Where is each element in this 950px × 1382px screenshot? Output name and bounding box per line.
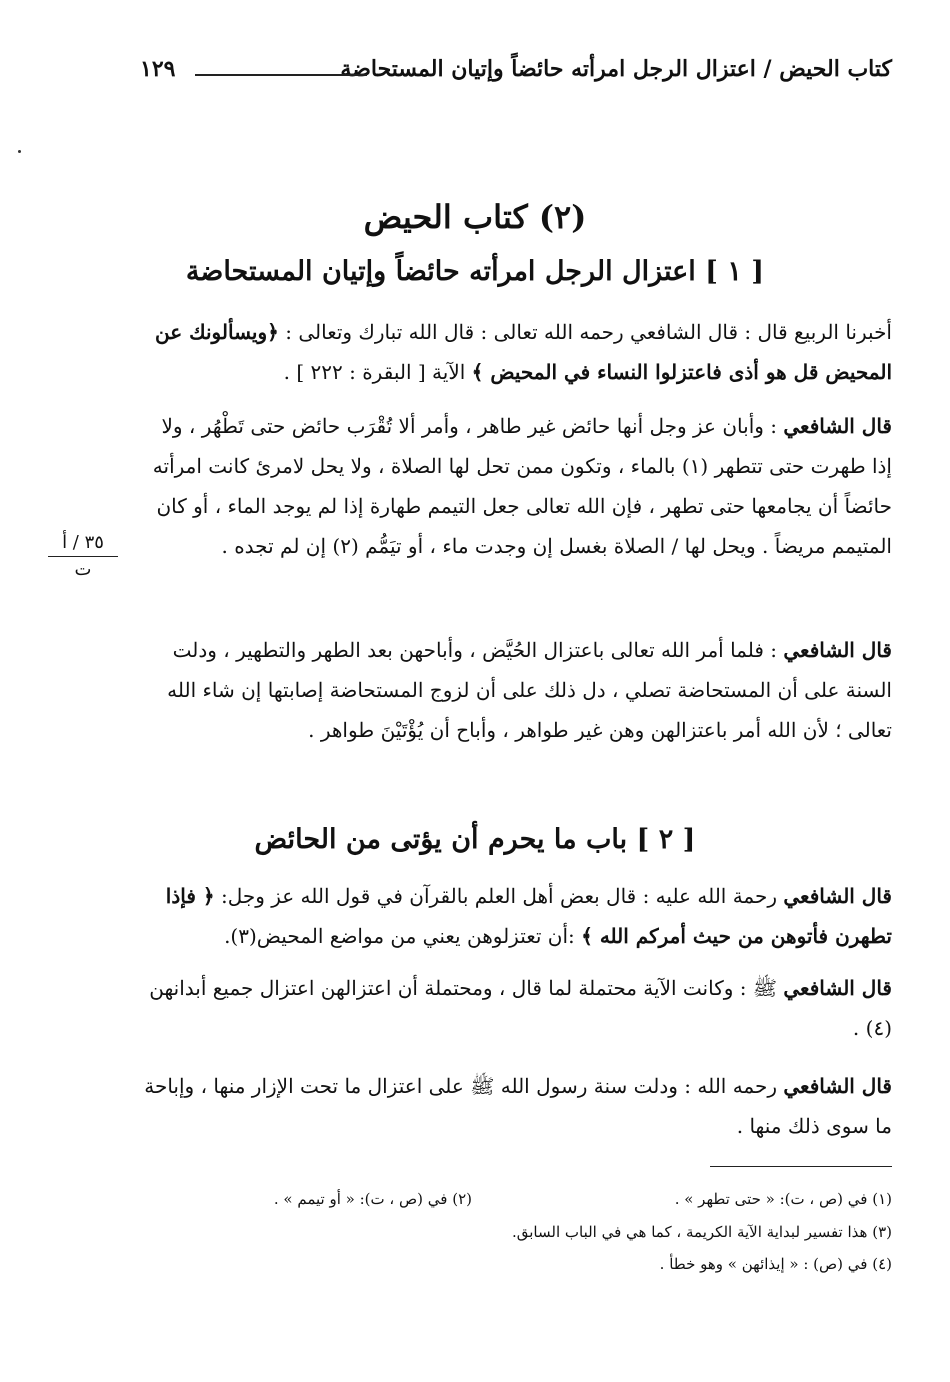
running-title: كتاب الحيض / اعتزال الرجل امرأته حائضاً وإتيان المستحاضة — [340, 56, 892, 82]
paragraph-4 — [140, 876, 892, 956]
speaker-lead: قال الشافعي — [783, 976, 892, 1000]
margin-dot — [18, 150, 21, 153]
paragraph-text: ﷺ : وكانت الآية محتملة لما قال ، ومحتملة أن اعتزالهن اعتزال جميع أبدانهن (٤) . — [149, 976, 892, 1040]
footnote-1: (١) في (ص ، ت): « حتى تطهر » . — [674, 1190, 892, 1208]
footnote-rule — [710, 1166, 892, 1167]
speaker-lead: قال الشافعي — [783, 884, 892, 908]
paragraph-tail: :أن تعتزلوهن يعني من مواضع المحيض(٣). — [224, 924, 582, 948]
footnote-2: (٢) في (ص ، ت): « أو تيمم » . — [273, 1190, 472, 1208]
paragraph-6 — [140, 1066, 892, 1146]
paragraph-text: : فلما أمر الله تعالى باعتزال الحُيَّض ، وأباحهن بعد الطهر والتطهير ، ودلت السنة على أن المستحاضة تصلي ، دل ذلك على أن لزوج المستحاضة إصابتها إن شاء الله تعالى ؛ لأن الله أمر باعتزالهن وهن غير طواهر ، وأباح أن يُؤْتَيْنَ طواهر . — [167, 638, 892, 742]
footnote-3: (٣) هذا تفسير لبداية الآية الكريمة ، كما هي في الباب السابق. — [511, 1223, 892, 1241]
footnote-4: (٤) في (ص) : « إيذائهن » وهو خطأ . — [659, 1255, 892, 1273]
verse-reference: الآية [ البقرة : ٢٢٢ ] . — [283, 360, 472, 384]
paragraph-text: : وأبان عز وجل أنها حائض غير طاهر ، وأمر ألا تُقْرَب حائض حتى تَطْهُر ، ولا إذا طهرت حتى تتطهر (١) بالماء ، وتكون ممن تحل لها الصلاة ، ولا يحل لامرئ كانت امرأته حائضاً أن يجامعها حتى تطهر ، فإن الله تعالى جعل التيمم طهارة إذا لم يوجد الماء ، أو كان المتيمم مريضاً . ويحل لها / الصلاة بغسل إن وجدت ماء ، أو تيَمُّم (٢) إن لم تجده . — [152, 414, 892, 558]
speaker-lead: قال الشافعي — [783, 1074, 892, 1098]
paragraph-5 — [140, 968, 892, 1048]
paragraph-text: رحمه الله : ودلت سنة رسول الله ﷺ على اعتزال ما تحت الإزار منها ، وإباحة ما سوى ذلك منها . — [144, 1074, 892, 1138]
running-header — [140, 52, 892, 92]
page-number: ١٢٩ — [140, 56, 176, 82]
margin-folio-number: ٣٥ / أ — [48, 532, 118, 557]
paragraph-text: أخبرنا الربيع قال : قال الشافعي رحمه الله تعالى : قال الله تبارك وتعالى : — [285, 320, 892, 344]
paragraph-2 — [140, 406, 892, 566]
quran-verse: ﴿ويسألونك عن المحيض قل هو أذى فاعتزلوا النساء في المحيض ﴾ — [155, 320, 892, 384]
paragraph-text: رحمة الله عليه : قال بعض أهل العلم بالقرآن في قول الله عز وجل: — [220, 884, 784, 908]
paragraph-1 — [140, 312, 892, 392]
margin-manuscript-siglum: ت — [74, 559, 92, 580]
speaker-lead: قال الشافعي — [783, 414, 892, 438]
section-title-1: [ ١ ] اعتزال الرجل امرأته حائضاً وإتيان المستحاضة — [185, 256, 765, 287]
header-rule — [195, 74, 367, 76]
footnote-row-1 — [140, 1190, 892, 1214]
speaker-lead: قال الشافعي — [783, 638, 892, 662]
section-title-2: [ ٢ ] باب ما يحرم أن يؤتى من الحائض — [254, 824, 696, 855]
manuscript-margin-ref — [48, 532, 118, 580]
quran-verse: ﴿ فإذا تطهرن فأتوهن من حيث أمركم الله ﴾ — [165, 884, 892, 948]
book-title: (٢) كتاب الحيض — [363, 198, 587, 236]
paragraph-3 — [140, 630, 892, 750]
